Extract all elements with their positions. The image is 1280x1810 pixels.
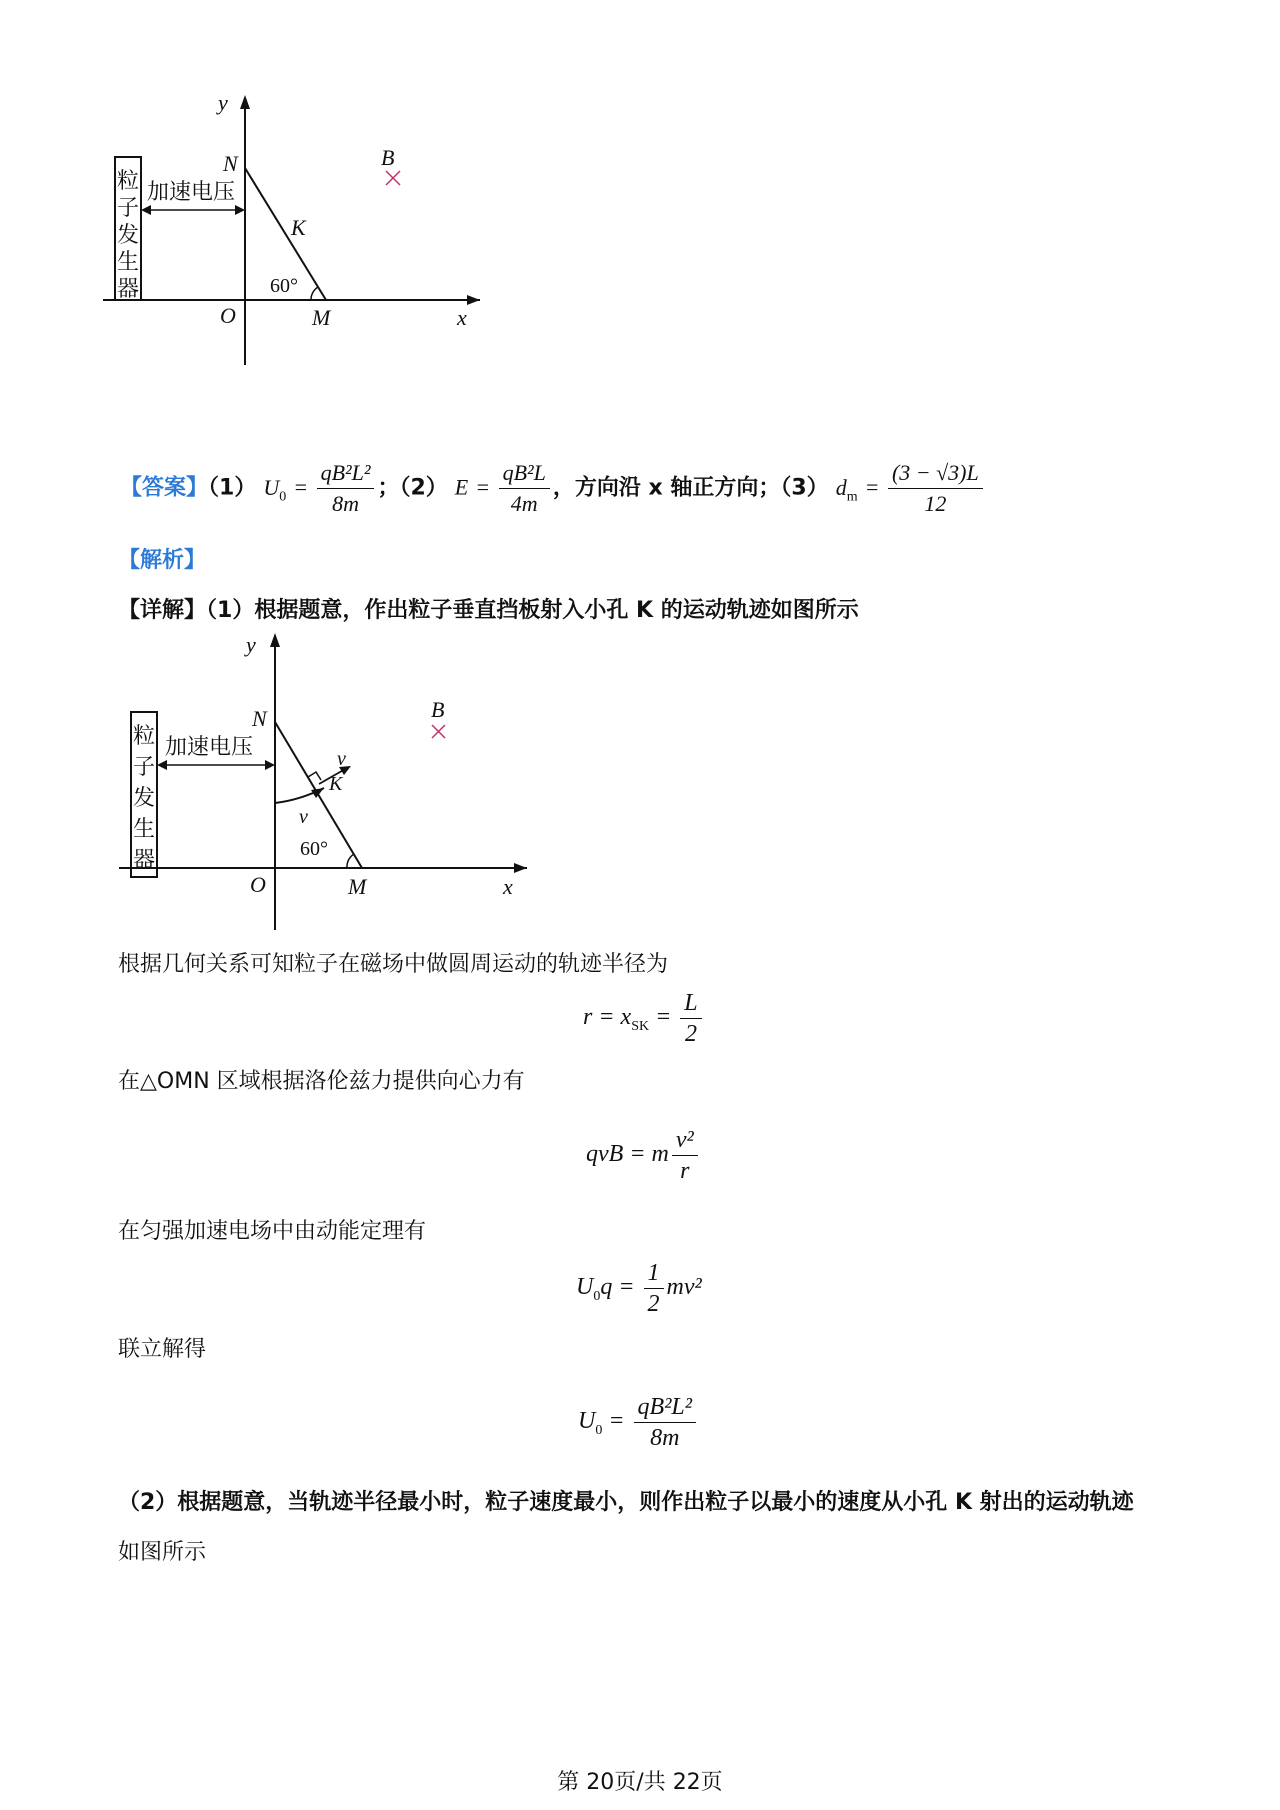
figure-2-diagram: [95, 630, 545, 940]
origin-label: O: [220, 303, 236, 328]
equation-radius: $r = x_{SK}$ = $\frac{L}{2}$: [583, 988, 705, 1049]
point-n-label: N: [223, 151, 238, 176]
paragraph-lorentz: 在△OMN 区域根据洛伦兹力提供向心力有: [118, 1069, 525, 1094]
x-arrow-icon: [467, 295, 480, 305]
equation-lorentz: qvB = m $\frac{\text{v²}}{r}$: [586, 1125, 701, 1186]
voltage-label: 加速电压: [147, 180, 236, 205]
y-arrow-icon: [270, 633, 280, 647]
paragraph-part-2: （2）根据题意，当轨迹半径最小时，粒子速度最小，则作出粒子以最小的速度从小孔 K 射出的运动轨迹: [118, 1490, 1134, 1515]
page-footer: 第 20页/共 22页: [557, 1770, 723, 1795]
generator-char: 器: [117, 277, 140, 302]
generator-char: 发: [133, 786, 156, 811]
u0-var: $U_0$: [263, 474, 287, 504]
detail-tag: 【详解】: [118, 598, 207, 623]
point-m-label: M: [348, 874, 367, 899]
answer-tag: 【答案】: [120, 475, 209, 501]
point-m-label: M: [312, 305, 331, 330]
generator-char: 粒: [117, 169, 140, 194]
field-b-label: B: [381, 145, 395, 170]
x-axis-label: x: [457, 305, 467, 330]
angle-label: 60°: [300, 838, 328, 860]
y-arrow-icon: [240, 95, 250, 109]
point-k-label: K: [291, 215, 306, 240]
paragraph-part-2-cont: 如图所示: [118, 1540, 207, 1565]
generator-char: 发: [117, 223, 140, 248]
answer-3-fraction: $\frac{(3 - √3)L}{12}$: [888, 458, 983, 519]
paragraph-solve: 联立解得: [118, 1337, 207, 1362]
generator-char: 生: [117, 250, 140, 275]
velocity-label: v: [299, 806, 308, 828]
answer-sep-1: ；（2）: [377, 475, 448, 501]
y-axis-label: y: [246, 632, 256, 657]
e-var: E: [454, 474, 469, 500]
generator-char: 器: [133, 848, 156, 873]
answer-1-fraction: $\frac{\text{qB²L²}}{8m}$: [317, 458, 375, 519]
answer-line: 【答案】（1） $U_0$ = $\frac{\text{qB²L²}}{8m}$ ；（2） E = $\frac{\text{qB²L}}{4m}$ ，方向沿 x 轴正方向；（3） $d_m$ = $\frac{(3 - √3)L}{12}$: [120, 458, 986, 519]
point-n-label: N: [252, 706, 267, 731]
equation-result: $U_0$ = $\frac{\text{qB²L²}}{8m}$: [578, 1392, 699, 1453]
equation-energy: $U_0q$ = $\frac{1}{2}$ mv²: [576, 1260, 702, 1317]
analysis-tag: 【解析】: [118, 548, 207, 573]
trajectory-arrow-icon: [311, 788, 324, 798]
answer-part-1: （1）: [208, 475, 257, 501]
paragraph-energy: 在匀强加速电场中由动能定理有: [118, 1219, 427, 1244]
field-b-label: B: [431, 697, 445, 722]
generator-char: 粒: [133, 724, 156, 749]
generator-char: 生: [133, 817, 156, 842]
origin-label: O: [250, 872, 266, 897]
generator-char: 子: [117, 196, 140, 221]
voltage-label: 加速电压: [165, 735, 254, 760]
detail-text: （1）根据题意，作出粒子垂直挡板射入小孔 K 的运动轨迹如图所示: [206, 598, 859, 623]
detail-line: [118, 596, 859, 626]
answer-direction: ，方向沿 x 轴正方向；（3）: [552, 475, 829, 501]
point-k-label: K: [329, 773, 343, 795]
figure-1-diagram: [95, 95, 515, 380]
answer-2-fraction: $\frac{\text{qB²L}}{4m}$: [499, 458, 550, 519]
y-axis-label: y: [218, 95, 228, 115]
velocity-label: v: [337, 748, 346, 770]
paragraph-radius: 根据几何关系可知粒子在磁场中做圆周运动的轨迹半径为: [118, 952, 669, 977]
d-var: $d_m$: [835, 474, 858, 504]
x-axis-label: x: [503, 874, 513, 899]
x-arrow-icon: [514, 863, 527, 873]
generator-char: 子: [133, 755, 156, 780]
angle-label: 60°: [270, 275, 298, 297]
